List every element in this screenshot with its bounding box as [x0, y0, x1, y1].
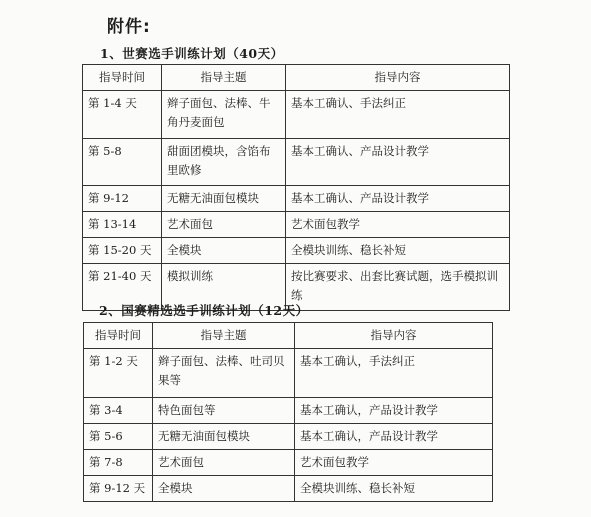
table-row: [84, 450, 493, 476]
cell-content: 基本工确认，手法纠正: [295, 349, 493, 398]
cell-topic: 无糖无油面包模块: [153, 424, 295, 450]
section2-title: 2、国赛精选选手训练计划（12天）: [99, 303, 309, 318]
header-content: 指导内容: [295, 323, 493, 349]
header-time: 指导时间: [83, 65, 162, 91]
cell-topic: 全模块: [153, 476, 295, 502]
section1-title: 1、世赛选手训练计划（40天）: [100, 46, 284, 61]
cell-time: 第 7-8: [84, 450, 153, 476]
cell-topic: 甜面团模块，含馅布里欧修: [162, 139, 286, 186]
cell-content: 基本工确认，产品设计教学: [295, 398, 493, 424]
cell-content: 基本工确认、产品设计教学: [286, 139, 510, 186]
cell-topic: 无糖无油面包模块: [162, 186, 286, 212]
cell-topic: 辫子面包、法棒、牛角丹麦面包: [162, 91, 286, 139]
header-content: 指导内容: [286, 65, 510, 91]
table-row: [84, 476, 493, 502]
table-row: [83, 238, 510, 264]
cell-topic: 全模块: [162, 238, 286, 264]
header-topic: 指导主题: [162, 65, 286, 91]
world-skills-training-table: [82, 64, 510, 311]
cell-content: 按比赛要求、出套比赛试题，选手模拟训练: [286, 264, 510, 311]
cell-time: 第 5-6: [84, 424, 153, 450]
cell-time: 第 3-4: [84, 398, 153, 424]
cell-time: 第 13-14: [83, 212, 162, 238]
cell-content: 基本工确认、手法纠正: [286, 91, 510, 139]
cell-time: 第 15-20 天: [83, 238, 162, 264]
cell-content: 基本工确认、产品设计教学: [286, 186, 510, 212]
table-row: [84, 349, 493, 398]
table-header-row: [84, 323, 493, 349]
cell-time: 第 9-12 天: [84, 476, 153, 502]
table-row: [83, 139, 510, 186]
attachment-heading: 附件:: [107, 17, 151, 37]
table-row: [83, 186, 510, 212]
table-header-row: [83, 65, 510, 91]
cell-topic: 艺术面包: [162, 212, 286, 238]
table-row: [84, 424, 493, 450]
cell-time: 第 21-40 天: [83, 264, 162, 311]
cell-content: 基本工确认，产品设计教学: [295, 424, 493, 450]
national-training-table: [83, 322, 493, 502]
cell-content: 艺术面包教学: [286, 212, 510, 238]
cell-time: 第 9-12: [83, 186, 162, 212]
cell-time: 第 1-4 天: [83, 91, 162, 139]
header-time: 指导时间: [84, 323, 153, 349]
cell-content: 艺术面包教学: [295, 450, 493, 476]
cell-content: 全模块训练、稳长补短: [286, 238, 510, 264]
cell-time: 第 1-2 天: [84, 349, 153, 398]
cell-time: 第 5-8: [83, 139, 162, 186]
table-row: [84, 398, 493, 424]
cell-topic: 辫子面包、法棒、吐司贝果等: [153, 349, 295, 398]
cell-topic: 模拟训练: [162, 264, 286, 311]
table-row: [83, 212, 510, 238]
cell-topic: 艺术面包: [153, 450, 295, 476]
cell-content: 全模块训练、稳长补短: [295, 476, 493, 502]
table-row: [83, 91, 510, 139]
cell-topic: 特色面包等: [153, 398, 295, 424]
header-topic: 指导主题: [153, 323, 295, 349]
